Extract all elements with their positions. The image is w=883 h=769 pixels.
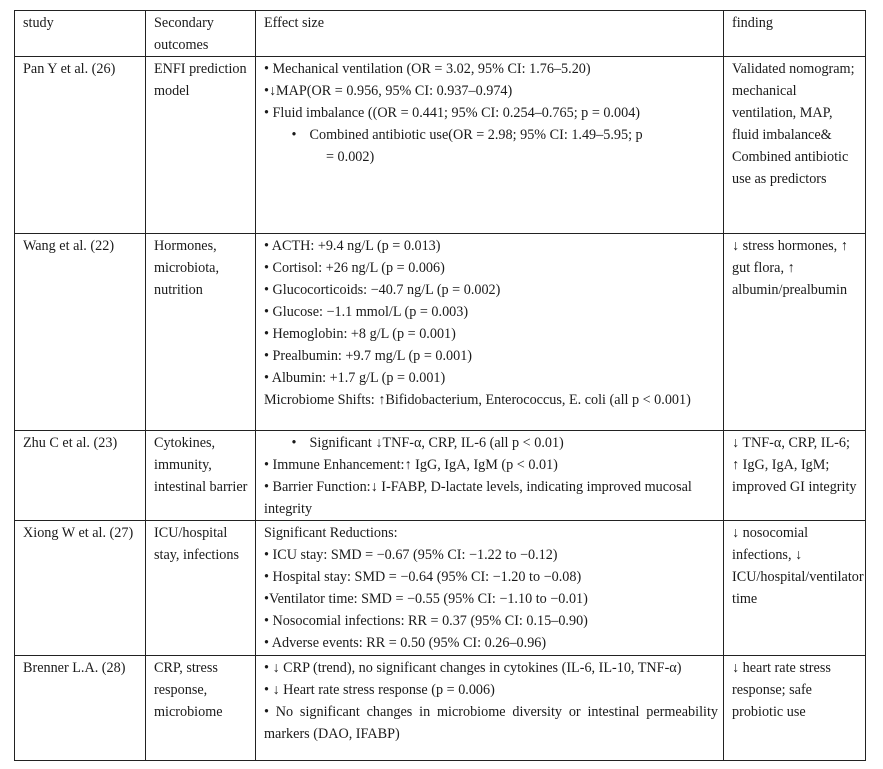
header-secondary-outcomes: Secondary outcomes xyxy=(146,11,256,57)
effect-line: • Glucose: −1.1 mmol/L (p = 0.003) xyxy=(264,304,469,320)
secondary-outcomes-cell: CRP, stress response, microbiome xyxy=(146,656,256,761)
effect-line: • Cortisol: +26 ng/L (p = 0.006) xyxy=(264,260,445,276)
effect-line-bulleted: • Significant ↓TNF-α, CRP, IL-6 (all p < 0.01) xyxy=(264,432,718,454)
table-header-row xyxy=(15,11,866,57)
secondary-outcomes-cell: Hormones, microbiota, nutrition xyxy=(146,234,256,431)
effect-line: • Adverse events: RR = 0.50 (95% CI: 0.26–0.96) xyxy=(264,635,547,651)
finding-cell: ↓ heart rate stress response; safe probiotic use xyxy=(724,656,866,761)
effect-line: • Prealbumin: +9.7 mg/L (p = 0.001) xyxy=(264,348,473,364)
finding-cell: ↓ nosocomial infections, ↓ ICU/hospital/ventilator time xyxy=(724,521,866,656)
effect-line: • Fluid imbalance ((OR = 0.441; 95% CI: 0.254–0.765; p = 0.004) xyxy=(264,105,641,121)
table-row xyxy=(15,656,866,761)
effect-line: • Albumin: +1.7 g/L (p = 0.001) xyxy=(264,370,446,386)
effect-line: • Barrier Function:↓ I-FABP, D-lactate levels, indicating improved mucosal integrity xyxy=(264,479,692,517)
study-cell: Xiong W et al. (27) xyxy=(15,521,146,656)
effect-line: • No significant changes in microbiome diversity or intestinal permeability markers (DAO, IFABP) xyxy=(264,704,718,742)
secondary-outcomes-cell: ICU/hospital stay, infections xyxy=(146,521,256,656)
effect-line-bulleted: • Combined antibiotic use(OR = 2.98; 95% CI: 1.49–5.95; p xyxy=(264,124,718,146)
effect-size-cell xyxy=(256,234,724,431)
effect-line: Microbiome Shifts: ↑Bifidobacterium, Enterococcus, E. coli (all p < 0.001) xyxy=(264,392,691,408)
outcomes-table xyxy=(14,10,866,761)
effect-line-continuation: = 0.002) xyxy=(326,149,375,165)
table-row xyxy=(15,57,866,234)
study-cell: Brenner L.A. (28) xyxy=(15,656,146,761)
effect-line: • ↓ CRP (trend), no significant changes in cytokines (IL-6, IL-10, TNF-α) xyxy=(264,660,682,676)
effect-line: • Glucocorticoids: −40.7 ng/L (p = 0.002) xyxy=(264,282,501,298)
effect-size-cell xyxy=(256,57,724,234)
effect-size-cell xyxy=(256,656,724,761)
effect-line: • Immune Enhancement:↑ IgG, IgA, IgM (p < 0.01) xyxy=(264,457,558,473)
effect-line: • Nosocomial infections: RR = 0.37 (95% CI: 0.15–0.90) xyxy=(264,613,588,629)
header-study: study xyxy=(15,11,146,57)
secondary-outcomes-cell: ENFI prediction model xyxy=(146,57,256,234)
effect-size-cell xyxy=(256,521,724,656)
effect-line: •↓MAP(OR = 0.956, 95% CI: 0.937–0.974) xyxy=(264,83,513,99)
study-cell: Zhu C et al. (23) xyxy=(15,431,146,521)
bullet-icon: • xyxy=(291,435,297,451)
secondary-outcomes-cell: Cytokines, immunity, intestinal barrier xyxy=(146,431,256,521)
effect-line: • Mechanical ventilation (OR = 3.02, 95% CI: 1.76–5.20) xyxy=(264,61,591,77)
finding-cell: ↓ stress hormones, ↑ gut flora, ↑ albumin/prealbumin xyxy=(724,234,866,431)
finding-cell: Validated nomogram; mechanical ventilation, MAP, fluid imbalance& Combined antibiotic use as predictors xyxy=(724,57,866,234)
study-cell: Wang et al. (22) xyxy=(15,234,146,431)
effect-line: • ACTH: +9.4 ng/L (p = 0.013) xyxy=(264,238,441,254)
table-row xyxy=(15,234,866,431)
effect-line: • ↓ Heart rate stress response (p = 0.006) xyxy=(264,682,495,698)
study-cell: Pan Y et al. (26) xyxy=(15,57,146,234)
header-finding: finding xyxy=(724,11,866,57)
effect-line: • ICU stay: SMD = −0.67 (95% CI: −1.22 to −0.12) xyxy=(264,547,558,563)
bullet-icon: • xyxy=(291,127,297,143)
header-effect-size: Effect size xyxy=(256,11,724,57)
table-row xyxy=(15,521,866,656)
effect-line: • Hemoglobin: +8 g/L (p = 0.001) xyxy=(264,326,456,342)
effect-line: •Ventilator time: SMD = −0.55 (95% CI: −1.10 to −0.01) xyxy=(264,591,588,607)
effect-line: Significant Reductions: xyxy=(264,525,398,541)
table-row xyxy=(15,431,866,521)
effect-line: • Hospital stay: SMD = −0.64 (95% CI: −1.20 to −0.08) xyxy=(264,569,582,585)
effect-size-cell xyxy=(256,431,724,521)
finding-cell: ↓ TNF-α, CRP, IL-6; ↑ IgG, IgA, IgM; improved GI integrity xyxy=(724,431,866,521)
